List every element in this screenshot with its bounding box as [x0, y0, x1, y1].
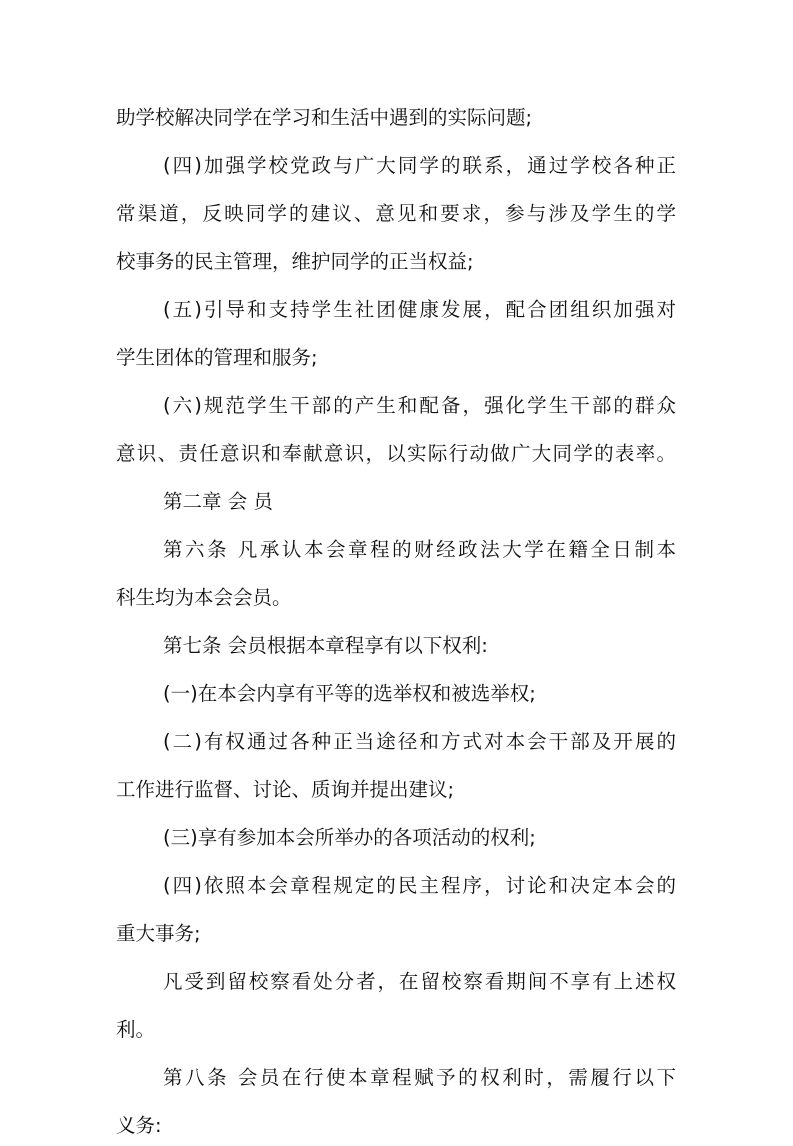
paragraph-line: (六)规范学生干部的产生和配备，强化学生干部的群众	[163, 394, 676, 417]
list-item-line: (二)有权通过各种正当途径和方式对本会干部及开展的	[163, 730, 676, 753]
paragraph-line: 常渠道，反映同学的建议、意见和要求，参与涉及学生的学	[116, 202, 676, 225]
article-heading: 第七条 会员根据本章程享有以下权利:	[163, 634, 488, 657]
paragraph-line: 凡受到留校察看处分者，在留校察看期间不享有上述权	[163, 970, 676, 993]
list-item-line: 重大事务;	[116, 922, 201, 945]
paragraph-line: 义务:	[116, 1114, 162, 1137]
list-item-line: (三)享有参加本会所举办的各项活动的权利;	[163, 826, 536, 849]
list-item-line: 工作进行监督、讨论、质询并提出建议;	[116, 778, 455, 801]
paragraph-line: (五)引导和支持学生社团健康发展，配合团组织加强对	[163, 298, 676, 321]
paragraph-line: 校事务的民主管理，维护同学的正当权益;	[116, 250, 474, 273]
paragraph-line: 科生均为本会会员。	[116, 586, 292, 609]
paragraph-line: 第六条 凡承认本会章程的财经政法大学在籍全日制本	[163, 538, 676, 561]
paragraph-line: (四)加强学校党政与广大同学的联系，通过学校各种正	[163, 154, 676, 177]
paragraph-line: 利。	[116, 1018, 156, 1041]
paragraph-line: 学生团体的管理和服务;	[116, 346, 318, 369]
list-item-line: (四)依照本会章程规定的民主程序，讨论和决定本会的	[163, 874, 676, 897]
list-item-line: (一)在本会内享有平等的选举权和被选举权;	[163, 682, 536, 705]
paragraph-line: 意识、责任意识和奉献意识，以实际行动做广大同学的表率。	[116, 442, 676, 465]
chapter-heading: 第二章 会 员	[163, 490, 273, 513]
paragraph-line: 助学校解决同学在学习和生活中遇到的实际问题;	[116, 106, 533, 129]
article-heading: 第八条 会员在行使本章程赋予的权利时，需履行以下	[163, 1066, 676, 1089]
